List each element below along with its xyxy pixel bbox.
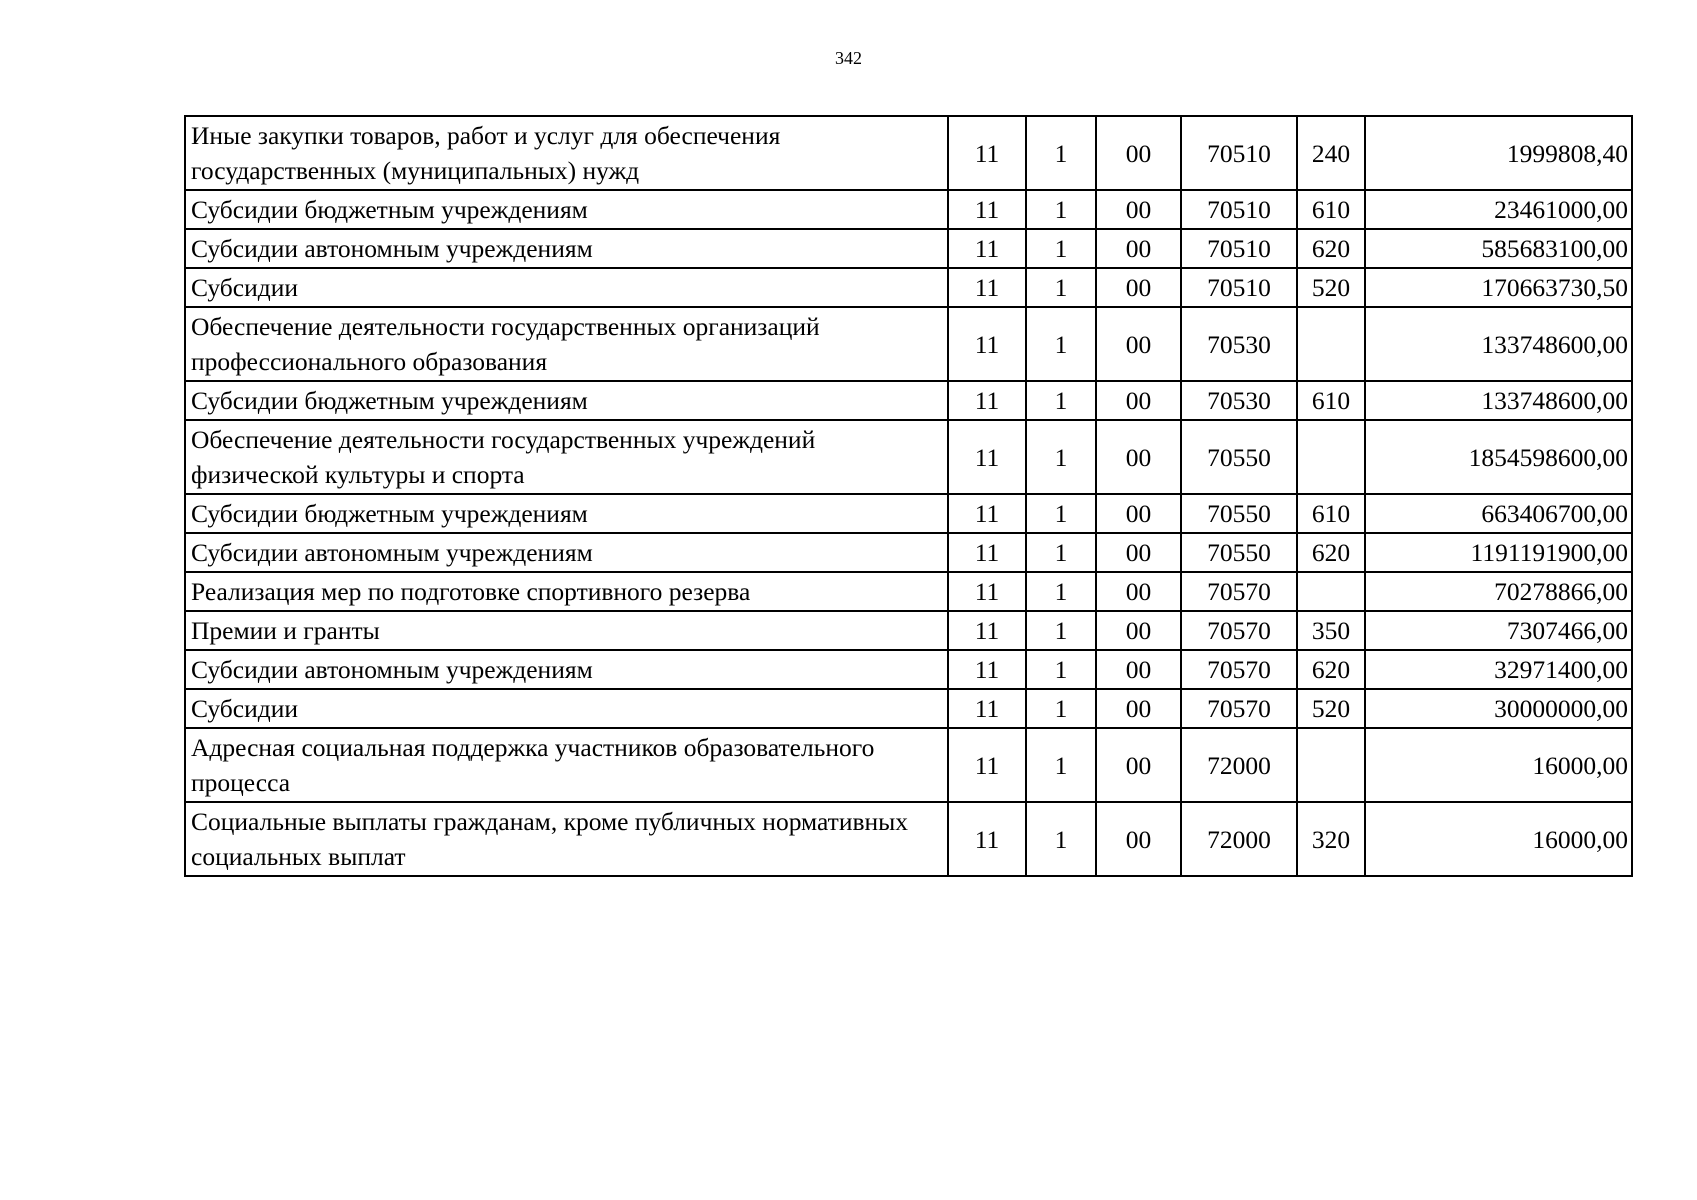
section-code: 11 [948, 689, 1026, 728]
amount: 1854598600,00 [1365, 420, 1632, 494]
target-code: 70510 [1181, 190, 1297, 229]
subsection-code: 1 [1026, 190, 1096, 229]
subsection-code: 1 [1026, 611, 1096, 650]
expense-type-code [1297, 728, 1365, 802]
subsection-code: 1 [1026, 381, 1096, 420]
row-name: Субсидии автономным учреждениям [185, 533, 948, 572]
section-code: 11 [948, 229, 1026, 268]
program-code: 00 [1096, 611, 1181, 650]
budget-table-body [185, 116, 1632, 876]
table-row [185, 190, 1632, 229]
table-row [185, 802, 1632, 876]
subsection-code: 1 [1026, 728, 1096, 802]
target-code: 70550 [1181, 494, 1297, 533]
amount: 585683100,00 [1365, 229, 1632, 268]
expense-type-code: 620 [1297, 650, 1365, 689]
target-code: 70510 [1181, 116, 1297, 190]
section-code: 11 [948, 611, 1026, 650]
expense-type-code: 350 [1297, 611, 1365, 650]
program-code: 00 [1096, 268, 1181, 307]
section-code: 11 [948, 116, 1026, 190]
amount: 133748600,00 [1365, 307, 1632, 381]
row-name: Реализация мер по подготовке спортивного резерва [185, 572, 948, 611]
section-code: 11 [948, 802, 1026, 876]
program-code: 00 [1096, 689, 1181, 728]
subsection-code: 1 [1026, 307, 1096, 381]
amount: 7307466,00 [1365, 611, 1632, 650]
target-code: 70570 [1181, 650, 1297, 689]
program-code: 00 [1096, 381, 1181, 420]
row-name: Иные закупки товаров, работ и услуг для обеспечения государственных (муниципальных) нужд [185, 116, 948, 190]
table-row [185, 307, 1632, 381]
section-code: 11 [948, 650, 1026, 689]
section-code: 11 [948, 268, 1026, 307]
expense-type-code: 520 [1297, 268, 1365, 307]
row-name: Субсидии бюджетным учреждениям [185, 381, 948, 420]
subsection-code: 1 [1026, 650, 1096, 689]
program-code: 00 [1096, 802, 1181, 876]
amount: 16000,00 [1365, 802, 1632, 876]
section-code: 11 [948, 572, 1026, 611]
table-row [185, 572, 1632, 611]
section-code: 11 [948, 307, 1026, 381]
section-code: 11 [948, 381, 1026, 420]
target-code: 70550 [1181, 533, 1297, 572]
row-name: Социальные выплаты гражданам, кроме публичных нормативных социальных выплат [185, 802, 948, 876]
table-row [185, 381, 1632, 420]
amount: 23461000,00 [1365, 190, 1632, 229]
section-code: 11 [948, 494, 1026, 533]
row-name: Премии и гранты [185, 611, 948, 650]
expense-type-code: 610 [1297, 494, 1365, 533]
amount: 16000,00 [1365, 728, 1632, 802]
section-code: 11 [948, 728, 1026, 802]
subsection-code: 1 [1026, 420, 1096, 494]
target-code: 70510 [1181, 229, 1297, 268]
target-code: 70530 [1181, 381, 1297, 420]
expense-type-code: 610 [1297, 190, 1365, 229]
table-row [185, 229, 1632, 268]
subsection-code: 1 [1026, 229, 1096, 268]
subsection-code: 1 [1026, 533, 1096, 572]
target-code: 70570 [1181, 572, 1297, 611]
budget-table [184, 115, 1633, 877]
row-name: Субсидии [185, 689, 948, 728]
expense-type-code: 620 [1297, 229, 1365, 268]
program-code: 00 [1096, 307, 1181, 381]
expense-type-code: 620 [1297, 533, 1365, 572]
subsection-code: 1 [1026, 689, 1096, 728]
subsection-code: 1 [1026, 116, 1096, 190]
row-name: Субсидии [185, 268, 948, 307]
subsection-code: 1 [1026, 802, 1096, 876]
program-code: 00 [1096, 533, 1181, 572]
target-code: 70570 [1181, 611, 1297, 650]
row-name: Субсидии бюджетным учреждениям [185, 190, 948, 229]
table-row [185, 268, 1632, 307]
table-row [185, 533, 1632, 572]
expense-type-code [1297, 420, 1365, 494]
table-row [185, 116, 1632, 190]
amount: 32971400,00 [1365, 650, 1632, 689]
expense-type-code [1297, 307, 1365, 381]
target-code: 70530 [1181, 307, 1297, 381]
subsection-code: 1 [1026, 494, 1096, 533]
row-name: Субсидии бюджетным учреждениям [185, 494, 948, 533]
row-name: Субсидии автономным учреждениям [185, 650, 948, 689]
target-code: 70550 [1181, 420, 1297, 494]
table-row [185, 728, 1632, 802]
amount: 1999808,40 [1365, 116, 1632, 190]
row-name: Обеспечение деятельности государственных учреждений физической культуры и спорта [185, 420, 948, 494]
row-name: Субсидии автономным учреждениям [185, 229, 948, 268]
table-row [185, 420, 1632, 494]
program-code: 00 [1096, 229, 1181, 268]
amount: 1191191900,00 [1365, 533, 1632, 572]
page-number: 342 [835, 48, 862, 68]
section-code: 11 [948, 190, 1026, 229]
target-code: 70510 [1181, 268, 1297, 307]
section-code: 11 [948, 533, 1026, 572]
amount: 133748600,00 [1365, 381, 1632, 420]
table-row [185, 611, 1632, 650]
table-row [185, 689, 1632, 728]
expense-type-code [1297, 572, 1365, 611]
row-name: Адресная социальная поддержка участников образовательного процесса [185, 728, 948, 802]
table-row [185, 650, 1632, 689]
target-code: 72000 [1181, 802, 1297, 876]
subsection-code: 1 [1026, 572, 1096, 611]
amount: 30000000,00 [1365, 689, 1632, 728]
target-code: 72000 [1181, 728, 1297, 802]
amount: 663406700,00 [1365, 494, 1632, 533]
section-code: 11 [948, 420, 1026, 494]
program-code: 00 [1096, 494, 1181, 533]
program-code: 00 [1096, 116, 1181, 190]
program-code: 00 [1096, 190, 1181, 229]
amount: 170663730,50 [1365, 268, 1632, 307]
subsection-code: 1 [1026, 268, 1096, 307]
row-name: Обеспечение деятельности государственных организаций профессионального образования [185, 307, 948, 381]
target-code: 70570 [1181, 689, 1297, 728]
table-row [185, 494, 1632, 533]
program-code: 00 [1096, 420, 1181, 494]
expense-type-code: 320 [1297, 802, 1365, 876]
expense-type-code: 610 [1297, 381, 1365, 420]
program-code: 00 [1096, 728, 1181, 802]
amount: 70278866,00 [1365, 572, 1632, 611]
expense-type-code: 520 [1297, 689, 1365, 728]
program-code: 00 [1096, 650, 1181, 689]
program-code: 00 [1096, 572, 1181, 611]
expense-type-code: 240 [1297, 116, 1365, 190]
